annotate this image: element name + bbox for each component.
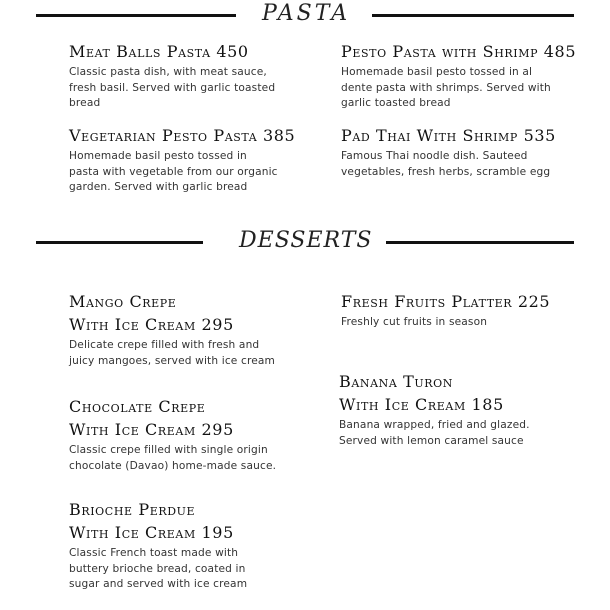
item-description: Homemade basil pesto tossed in pasta with vegetable from our organic garden. Served with garlic bread — [69, 150, 278, 193]
item-name: Pad Thai With Shrimp 535 — [341, 126, 556, 145]
item-name: Fresh Fruits Platter 225 — [341, 292, 551, 311]
item-description: Freshly cut fruits in season — [341, 316, 488, 328]
item-name-line1: Banana Turon — [339, 372, 453, 391]
item-description: Classic crepe filled with single origin chocolate (Davao) home-made sauce. — [69, 444, 277, 472]
pasta-section-title: PASTA — [262, 1, 351, 26]
item-name: Vegetarian Pesto Pasta 385 — [69, 126, 296, 145]
menu-item-brioche-perdue — [69, 498, 329, 593]
pasta-rule-left — [36, 14, 236, 17]
item-name-line1: Chocolate Crepe — [69, 397, 206, 416]
item-name: Meat Balls Pasta 450 — [69, 42, 249, 61]
item-name-line1: Brioche Perdue — [69, 500, 196, 519]
item-description: Famous Thai noodle dish. Sauteed vegetables, fresh herbs, scramble egg — [341, 150, 551, 178]
menu-item-fresh-fruits-platter — [341, 290, 601, 331]
item-name-line1: Mango Crepe — [69, 292, 177, 311]
item-description: Delicate crepe filled with fresh and juicy mangoes, served with ice cream — [69, 339, 276, 367]
item-name-line2: With Ice Cream 185 — [339, 395, 504, 414]
item-description: Homemade basil pesto tossed in al dente pasta with shrimps. Served with garlic toasted bread — [341, 66, 551, 109]
item-name-line2: With Ice Cream 295 — [69, 420, 234, 439]
menu-item-pad-thai-shrimp — [341, 124, 601, 180]
item-name-line2: With Ice Cream 295 — [69, 315, 234, 334]
item-description: Classic French toast made with buttery brioche bread, coated in sugar and served with ice cream — [69, 547, 248, 590]
item-name-line2: With Ice Cream 195 — [69, 523, 234, 542]
item-name: Pesto Pasta with Shrimp 485 — [341, 42, 577, 61]
desserts-rule-left — [36, 241, 203, 244]
menu-item-mango-crepe — [69, 290, 329, 369]
menu-item-meat-balls-pasta — [69, 40, 319, 112]
menu-item-pesto-pasta-shrimp — [341, 40, 601, 112]
menu-item-banana-turon — [339, 370, 599, 449]
item-description: Classic pasta dish, with meat sauce, fresh basil. Served with garlic toasted bread — [69, 66, 276, 109]
item-description: Banana wrapped, fried and glazed. Served with lemon caramel sauce — [339, 419, 530, 447]
pasta-rule-right — [372, 14, 574, 17]
desserts-section-title: DESSERTS — [239, 228, 373, 253]
menu-item-vegetarian-pesto-pasta — [69, 124, 329, 196]
desserts-rule-right — [386, 241, 574, 244]
menu-item-chocolate-crepe — [69, 395, 329, 474]
